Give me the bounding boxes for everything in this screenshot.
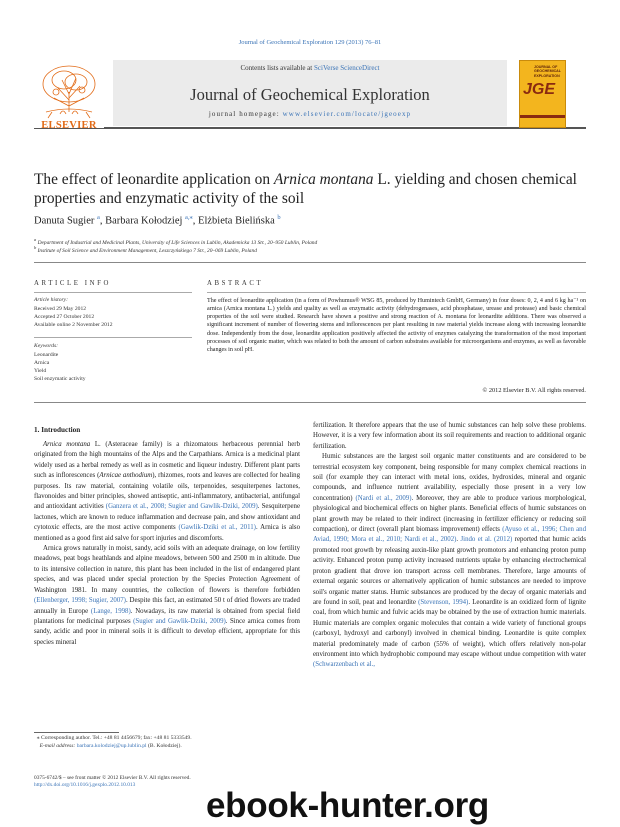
author-name[interactable]: Danuta Sugier — [34, 215, 95, 227]
author-affil-mark[interactable]: b — [277, 214, 281, 221]
citation-link[interactable]: (Schwarzenbach et al., — [313, 661, 375, 669]
footnote-mark: ⁎ — [36, 735, 40, 741]
author-affil-mark[interactable]: a,⁎ — [185, 214, 193, 221]
issn-line: 0375-6742/$ – see front matter © 2012 Elsevier B.V. All rights reserved. — [34, 775, 191, 781]
paragraph: fertilization. It therefore appears that the use of humic substances can help solve these problems. However, it is a very few information about its soil requirements and reaction to additional organic fertilization. — [313, 422, 586, 450]
citation-link[interactable]: (Gawlik-Dziki et al., 2011) — [178, 524, 256, 532]
online-date: Available online 2 November 2012 — [34, 322, 113, 329]
copyright-notice: © 2012 Elsevier B.V. All rights reserved. — [482, 387, 586, 394]
abstract-text: The effect of leonardite application (in a form of Powhumus® WSG 85, produced by Humintech GmbH, Germany) in four doses: 0, 2, 4 and 6 kg ha⁻¹ on arnica (Arnica montana L.) yields and quality as well as enzymatic activity (dehydrogenases, acid phosphatase, urease and protease) and basic chemical properties of the soil were studied. Research have shown a positive and strong reaction of A. montana for leonardite additions. There was observed a significant increment of number of flowering stems and inflorescences per plant resulting in raw material yields increase along with increasing leonardite dose. Independently from the dose, leonardite application positively affected the activity of enzymes catalyzing the transformation of the most important processes of soil organic matter, which was related to both the amount of carbon substrates available for microorganisms and enzymes, as well as favorable changes in soil pH. — [207, 298, 586, 353]
abstract-heading: ABSTRACT — [207, 280, 264, 287]
author-name[interactable]: Barbara Kołodziej — [105, 215, 183, 227]
contents-line — [113, 64, 507, 72]
author-affil-mark[interactable]: a — [97, 214, 100, 221]
abstract-rule — [207, 292, 586, 293]
affiliation-divider — [34, 262, 586, 263]
homepage-prefix: journal homepage: — [208, 110, 283, 118]
corresponding-author-footnote: ⁎ Corresponding author. Tel.: +48 81 4456679; fax: +48 81 5333549. E-mail address: barbara.kolodziej@up.lublin.pl (B. Kołodziej). — [36, 735, 192, 749]
keyword: Soil enzymatic activity — [34, 376, 86, 383]
keywords-rule — [34, 337, 192, 338]
keyword: Yield — [34, 368, 47, 375]
citation-link[interactable]: (Sugier and Gawlik-Dziki, 2009) — [133, 617, 226, 625]
affiliation-a: $^a$ Department of Industrial and Medicinal Plants, University of Life Sciences in Lublin, Akademicka 13 Str., 20–950 Lublin, Poland — [34, 237, 318, 246]
author-email-link[interactable]: barbara.kolodziej@up.lublin.pl — [76, 742, 147, 749]
article-info-heading: ARTICLE INFO — [34, 280, 112, 287]
author-name[interactable]: Elżbieta Bielińska — [198, 215, 275, 227]
citation-link[interactable]: (Nardi et al., 2009) — [355, 494, 412, 502]
elsevier-wordmark: ELSEVIER — [41, 120, 97, 131]
keywords-label: Keywords: — [34, 343, 59, 349]
affiliation-b: $^b$ Institute of Soil Science and Environment Management, Leszczyńskiego 7 Str., 20–069 Lublin, Poland — [34, 245, 257, 254]
citation-link[interactable]: (Lange, 1998) — [90, 607, 131, 615]
doi-link[interactable]: http://dx.doi.org/10.1016/j.gexplo.2012.10.013 — [34, 782, 136, 789]
footnote-rule — [34, 732, 119, 733]
paragraph: Humic substances are the largest soil organic matter constituents and are considered to be terrestrial ecosystem key component, being responsible for many complex chemical reactions in soil (for example they can interact with metal ions, oxides, hydroxides, mineral and organic compounds, and influence nutrient availability, especially those present in a very low concentration) (Nardi et al., 2009). Moreover, they are able to produce various morphological, physiological and biochemical effects on higher plants. Beneficial effects of humic substances on plant growth may be related to their indirect (increasing in fertilizer efficiency or reducing soil compaction), or direct (overall plant biomass improvement) effects (Ayuso et al., 1996; Chen and Aviad, 1990; Mora et al., 2010; Nardi et al., 2002). Jindo et al. (2012) reported that humic acids promoted root growth by releasing auxin-like plant growth promotors and enhancing proton pump activity. Enhanced proton pump activity increased nutrients uptake by enhancing electrochemical proton gradient that drove ion transport across cell membranes. Therefore, large amounts of external organic sources or alternatively application of humic substances are needed to improve soil's organic matter status. Humic substances are produced by the decay of organic materials and are found in soil, peat and leonardite (Stevenson, 1994). Leonardite is an oxidized form of lignite coal, from which humic and fulvic acids may be obtained by the use of extraction humic materials. Humic materials are complex organic molecules that contain a wide variety of functional groups (carboxyl, hydroxyl and carbonyl) involved in chemical binding. Leonardite is quite complex material predominately made of carbon (55% of weight), which offers relatively non-polar environment into which hydrophobic compound may escape without undue competition with water (Schwarzenbach et al., — [313, 453, 587, 669]
citation-link[interactable]: (Ellenberger, 1998; Sugier, 2007) — [34, 597, 126, 605]
elsevier-tree-logo-icon — [34, 62, 104, 128]
citation-link[interactable]: (Stevenson, 1994) — [418, 598, 469, 606]
journal-citation[interactable]: Journal of Geochemical Exploration 129 (2013) 76–81 — [238, 39, 382, 46]
header-rule — [34, 127, 586, 129]
journal-title: Journal of Geochemical Exploration — [190, 85, 430, 104]
body-column-right — [313, 421, 586, 671]
article-info-rule — [34, 292, 192, 293]
accepted-date: Accepted 27 October 2012 — [34, 314, 95, 321]
keywords-list — [34, 351, 86, 383]
section-heading-introduction: 1. Introduction — [34, 426, 81, 434]
paragraph: Arnica grows naturally in moist, sandy, acid soils with an adequate drainage, on low fertility meadows, peat bogs heathlands and alpine meadows, between 500 and 2500 m in altitude. Due to its intensive collection in nature, this plant has been included in the list of endangered plant species, and was placed under special protection by the Species Protection Agreement of Washington 1981. In many countries, the collection of flowers is therefore forbidden (Ellenberger, 1998; Sugier, 2007). Despite this fact, an estimated 50 t of dried flowers are traded annually in Europe (Lange, 1998). Nowadays, its raw material is obtained from special field plantations for medicinal purposes (Sugier and Gawlik-Dziki, 2009). Since arnica comes from sandy, acidic and poor in mineral soils it is difficult to develop efficient, appropriate for this species mineral — [34, 545, 300, 646]
abstract-bottom-rule — [34, 402, 586, 403]
history-label: Article history: — [34, 297, 69, 303]
received-date: Received 29 May 2012 — [34, 306, 87, 312]
journal-cover-thumbnail[interactable] — [519, 60, 566, 128]
watermark-text: ebook-hunter.org — [206, 786, 489, 825]
citation-link[interactable]: (Ganzera et al., 2008; Sugier and Gawlik-Dziki, 2009) — [105, 503, 258, 511]
cover-abbreviation: JGE — [523, 81, 556, 98]
paragraph: Arnica montana L. (Asteraceae family) is a rhizomatous herbaceous perennial herb originated from the high mountains of the Alps and the Carpathians. Arnica is a medicinal plant widely used as a herbal remedy as well as in cosmetic and liqueur industry. Different plant parts such as inflorescences (Arnicae anthodium), rhizomes, roots and leaves are collected for healing purposes. Its raw material, containing volatile oils, terpenoides, sesquiterpenes lactones, flavonoides and bitter principles, showed antiseptic, anti-inflammatory, antibacterial, antifungal and antioxidant activities (Ganzera et al., 2008; Sugier and Gawlik-Dziki, 2009). Sesquiterpene lactones, which are known to reduce inflammation and decrease pain, and show antioxidant and cytotoxic effects, are the most active components (Gawlik-Dziki et al., 2011). Arnica is also mentioned as a good first aid salve for sport injuries and discomforts. — [34, 441, 301, 542]
article-title: The effect of leonardite application on Arnica montana L. yielding and chosen chemical properties and enzymatic activity of the soil — [34, 171, 577, 207]
sciencedirect-link[interactable]: SciVerse ScienceDirect — [314, 64, 380, 72]
citation-link[interactable]: (Ayuso et al., 1996; Chen and Aviad, 1990; Mora et al., 2010; Nardi et al., 2002) — [313, 526, 586, 544]
keyword: Leonardite — [34, 352, 59, 358]
keyword: Arnica — [34, 360, 50, 367]
body-column-left — [34, 440, 300, 648]
cover-stripe — [520, 115, 565, 118]
author-list: Danuta Sugier $^a$, Barbara Kołodziej $^{a,⁎}$, Elżbieta Bielińska $^b$ — [34, 214, 281, 227]
contents-prefix: Contents lists available at — [240, 64, 314, 72]
journal-homepage — [113, 110, 507, 118]
history-dates — [34, 305, 113, 329]
citation-link[interactable]: Jindo et al. (2012) — [460, 536, 513, 544]
cover-journal-name: JOURNAL OF GEOCHEMICAL EXPLORATION — [534, 65, 561, 78]
homepage-link[interactable]: www.elsevier.com/locate/jgeoexp — [282, 110, 412, 118]
